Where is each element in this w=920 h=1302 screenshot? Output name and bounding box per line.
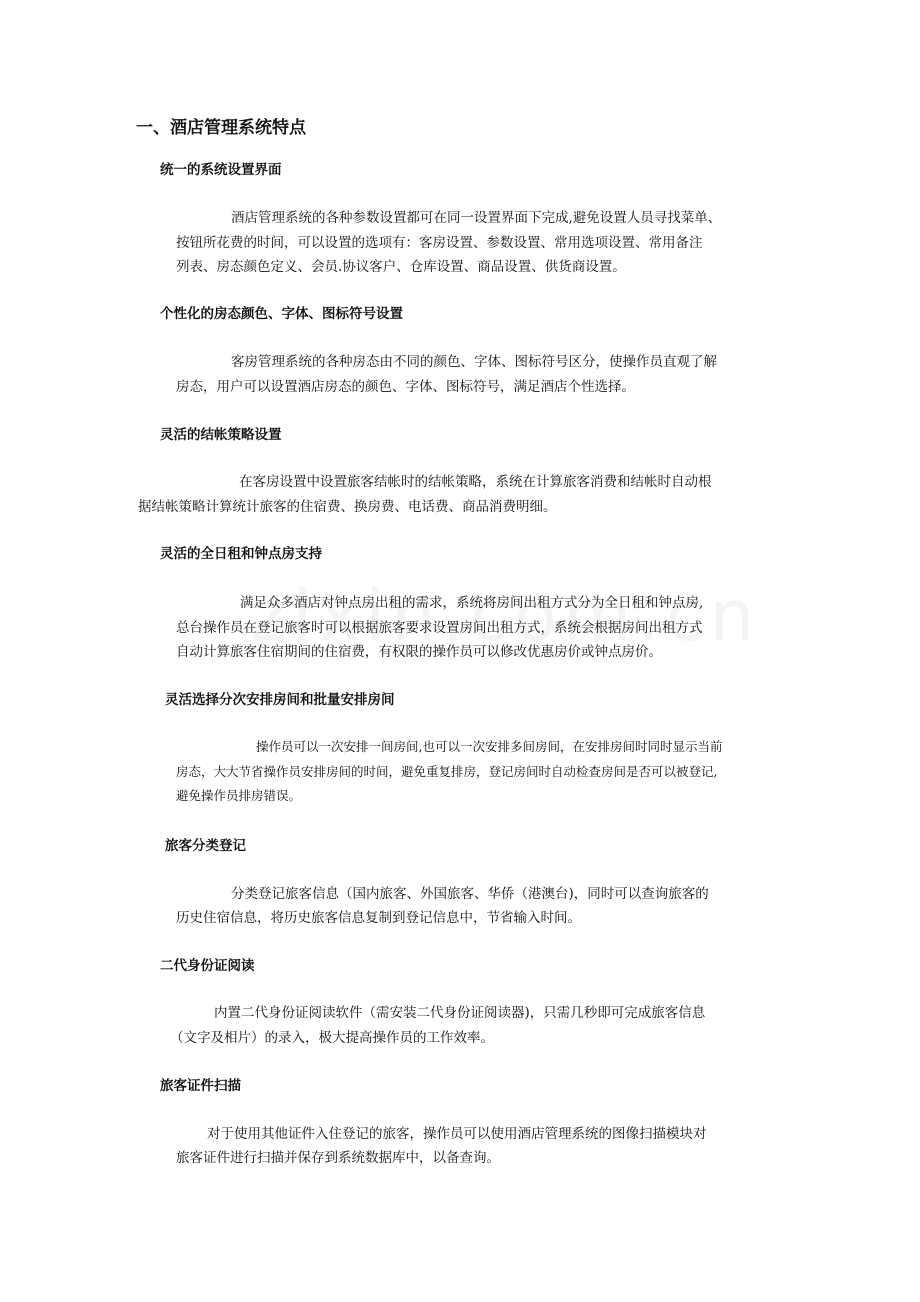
paragraph-line: 据结帐策略计算统计旅客的住宿费、换房费、电话费、商品消费明细。 [138,499,557,515]
paragraph-line: 列表、房态颜色定义、会员.协议客户、仓库设置、商品设置、供货商设置。 [176,259,626,275]
section-heading: 灵活的结帐策略设置 [160,427,282,443]
section-heading: 二代身份证阅读 [160,958,255,974]
paragraph-line: 自动计算旅客住宿期间的住宿费，有权限的操作员可以修改优惠房价或钟点房价。 [176,644,662,660]
section-heading: 个性化的房态颜色、字体、图标符号设置 [160,306,403,322]
section-heading: 旅客证件扫描 [160,1078,241,1094]
section-heading: 灵活的全日租和钟点房支持 [160,546,322,562]
section-heading: 灵活选择分次安排房间和批量安排房间 [165,692,395,708]
paragraph-line: 历史住宿信息，将历史旅客信息复制到登记信息中，节省输入时间。 [176,910,581,926]
paragraph-line: 旅客证件进行扫描并保存到系统数据库中，以备查询。 [176,1150,500,1166]
paragraph-line: 在客房设置中设置旅客结帐时的结帐策略，系统在计算旅客消费和结帐时自动根 [239,474,712,490]
section-heading: 统一的系统设置界面 [160,162,282,178]
paragraph-line: 分类登记旅客信息（国内旅客、外国旅客、华侨（港澳台)，同时可以查询旅客的 [231,886,709,902]
paragraph-line: 客房管理系统的各种房态由不同的颜色、字体、图标符号区分，使操作员直观了解 [231,354,717,370]
paragraph-line: 满足众多酒店对钟点房出租的需求，系统将房间出租方式分为全日租和钟点房, [240,595,704,611]
paragraph-line: 按钮所花费的时间，可以设置的选项有：客房设置、参数设置、常用选项设置、常用备注 [176,235,703,251]
paragraph-line: 房态，大大节省操作员安排房间的时间，避免重复排房，登记房间时自动检查房间是否可以被登记, [176,764,718,779]
section-heading: 旅客分类登记 [165,838,246,854]
paragraph-line: 酒店管理系统的各种参数设置都可在同一设置界面下完成,避免设置人员寻找菜单、 [231,210,722,226]
paragraph-line: 避免操作员排房错误。 [176,788,302,803]
paragraph-line: （文字及相片）的录入，极大提高操作员的工作效率。 [170,1030,494,1046]
paragraph-line: 内置二代身份证阅读软件（需安装二代身份证阅读器)，只需几秒即可完成旅客信息 [214,1005,706,1021]
page-title: 一、酒店管理系统特点 [136,118,306,138]
paragraph-line: 操作员可以一次安排一间房间,也可以一次安排多间房间，在安排房间时同时显示当前 [256,739,723,754]
paragraph-line: 房态，用户可以设置酒店房态的颜色、字体、图标符号，满足酒店个性选择。 [176,379,635,395]
paragraph-line: 对于使用其他证件入住登记的旅客，操作员可以使用酒店管理系统的图像扫描模块对 [207,1126,707,1142]
paragraph-line: 总台操作员在登记旅客时可以根据旅客要求设置房间出租方式，系统会根据房间出租方式 [176,620,703,636]
